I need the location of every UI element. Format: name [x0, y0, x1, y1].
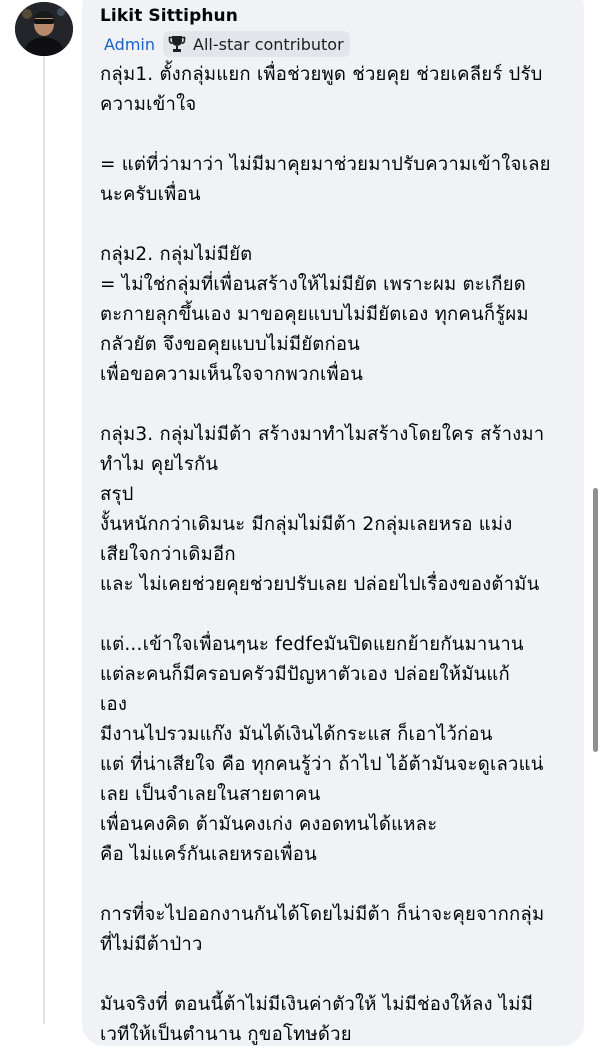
comment-line: ความเข้าใจ [100, 94, 197, 115]
comment-line [100, 600, 575, 630]
comment-line: กลัวยัต จึงขอคุยแบบไม่มียัตก่อน [100, 334, 361, 355]
comment-line: กลุ่ม3. กลุ่มไม่มีต้า สร้างมาทำไมสร้างโดยใคร สร้างมา [100, 424, 545, 445]
all-star-contributor-badge[interactable] [163, 31, 350, 57]
comment-line: มีงานไปรวมแก๊ง มันได้เงินได้กระแส ก็เอาไว้ก่อน [100, 724, 493, 745]
comment-line: ตะกายลุกขึ้นเอง มาขอคุยแบบไม่มียัตเอง ทุกคนก็รู้ผม [100, 304, 529, 325]
comment-line: ทำไม คุยไรกัน [100, 454, 219, 475]
trophy-icon [167, 34, 187, 54]
comment-line: มันจริงที่ ตอนนี้ต้าไม่มีเงินค่าตัวให้ ไม่มีช่องให้ลง ไม่มี [100, 994, 534, 1015]
comment-line: เวทีให้เป็นตำนาน กูขอโทษด้วย [100, 1024, 352, 1045]
comment-line: กลุ่ม1. ตั้งกลุ่มแยก เพื่อช่วยพูด ช่วยคุย ช่วยเคลียร์ ปรับ [100, 64, 543, 85]
comment-line: เพื่อนคงคิด ต้ามันคงเก่ง คงอดทนได้แหละ [100, 814, 438, 835]
admin-badge: Admin [104, 34, 155, 54]
thread-connector-line [43, 56, 45, 1024]
comment-body [100, 60, 575, 1050]
comment-line [100, 870, 575, 900]
comment-line: = แต่ที่ว่ามาว่า ไม่มีมาคุยมาช่วยมาปรับความเข้าใจเลย [100, 154, 551, 175]
comment-line: แต่...เข้าใจเพื่อนๆนะ fedfeมันปิดแยกย้ายกันมานาน [100, 634, 524, 655]
avatar[interactable] [15, 2, 73, 56]
all-star-contributor-label: All-star contributor [193, 34, 344, 54]
comment-line: งั้นหนักกว่าเดิมนะ มีกลุ่มไม่มีต้า 2กลุ่มเลยหรอ แม่ง [100, 514, 513, 535]
comment-line [100, 210, 575, 240]
comment-line: กลุ่ม2. กลุ่มไม่มียัต [100, 244, 253, 265]
comment-line: ที่ไม่มีต้าป่าว [100, 934, 203, 955]
comment-line [100, 390, 575, 420]
comment-line: แต่ ที่น่าเสียใจ คือ ทุกคนรู้ว่า ถ้าไป ไอ้ต้ามันจะดูเลวแน่ [100, 754, 544, 775]
comment-line [100, 120, 575, 150]
comment-line: เพื่อขอความเห็นใจจากพวกเพื่อน [100, 364, 364, 385]
comment-line: เสียใจกว่าเดิมอีก [100, 544, 236, 565]
comment-line: แต่ละคนก็มีครอบครัวมีปัญหาตัวเอง ปล่อยให้มันแก้ [100, 664, 510, 685]
comment-line: และ ไม่เคยช่วยคุยช่วยปรับเลย ปล่อยไปเรื่องของต้ามัน [100, 574, 540, 595]
comment-line: คือ ไม่แคร์กันเลยหรอเพื่อน [100, 844, 317, 865]
comment-line [100, 960, 575, 990]
author-name[interactable]: Likit Sittiphun [100, 6, 238, 26]
comment-line: สรุป [100, 484, 134, 505]
comment-line: เลย เป็นจำเลยในสายตาคน [100, 784, 321, 805]
comment-line: การที่จะไปออกงานกันได้โดยไม่มีต้า ก็น่าจะคุยจากกลุ่ม [100, 904, 545, 925]
comment-line: = ไม่ใช่กลุ่มที่เพื่อนสร้างให้ไม่มียัต เพราะผม ตะเกียด [100, 274, 527, 295]
scrollbar-thumb[interactable] [593, 488, 598, 752]
comment-line: นะครับเพื่อน [100, 184, 201, 205]
comment-line: เอง [100, 694, 128, 715]
author-badges [100, 30, 350, 58]
